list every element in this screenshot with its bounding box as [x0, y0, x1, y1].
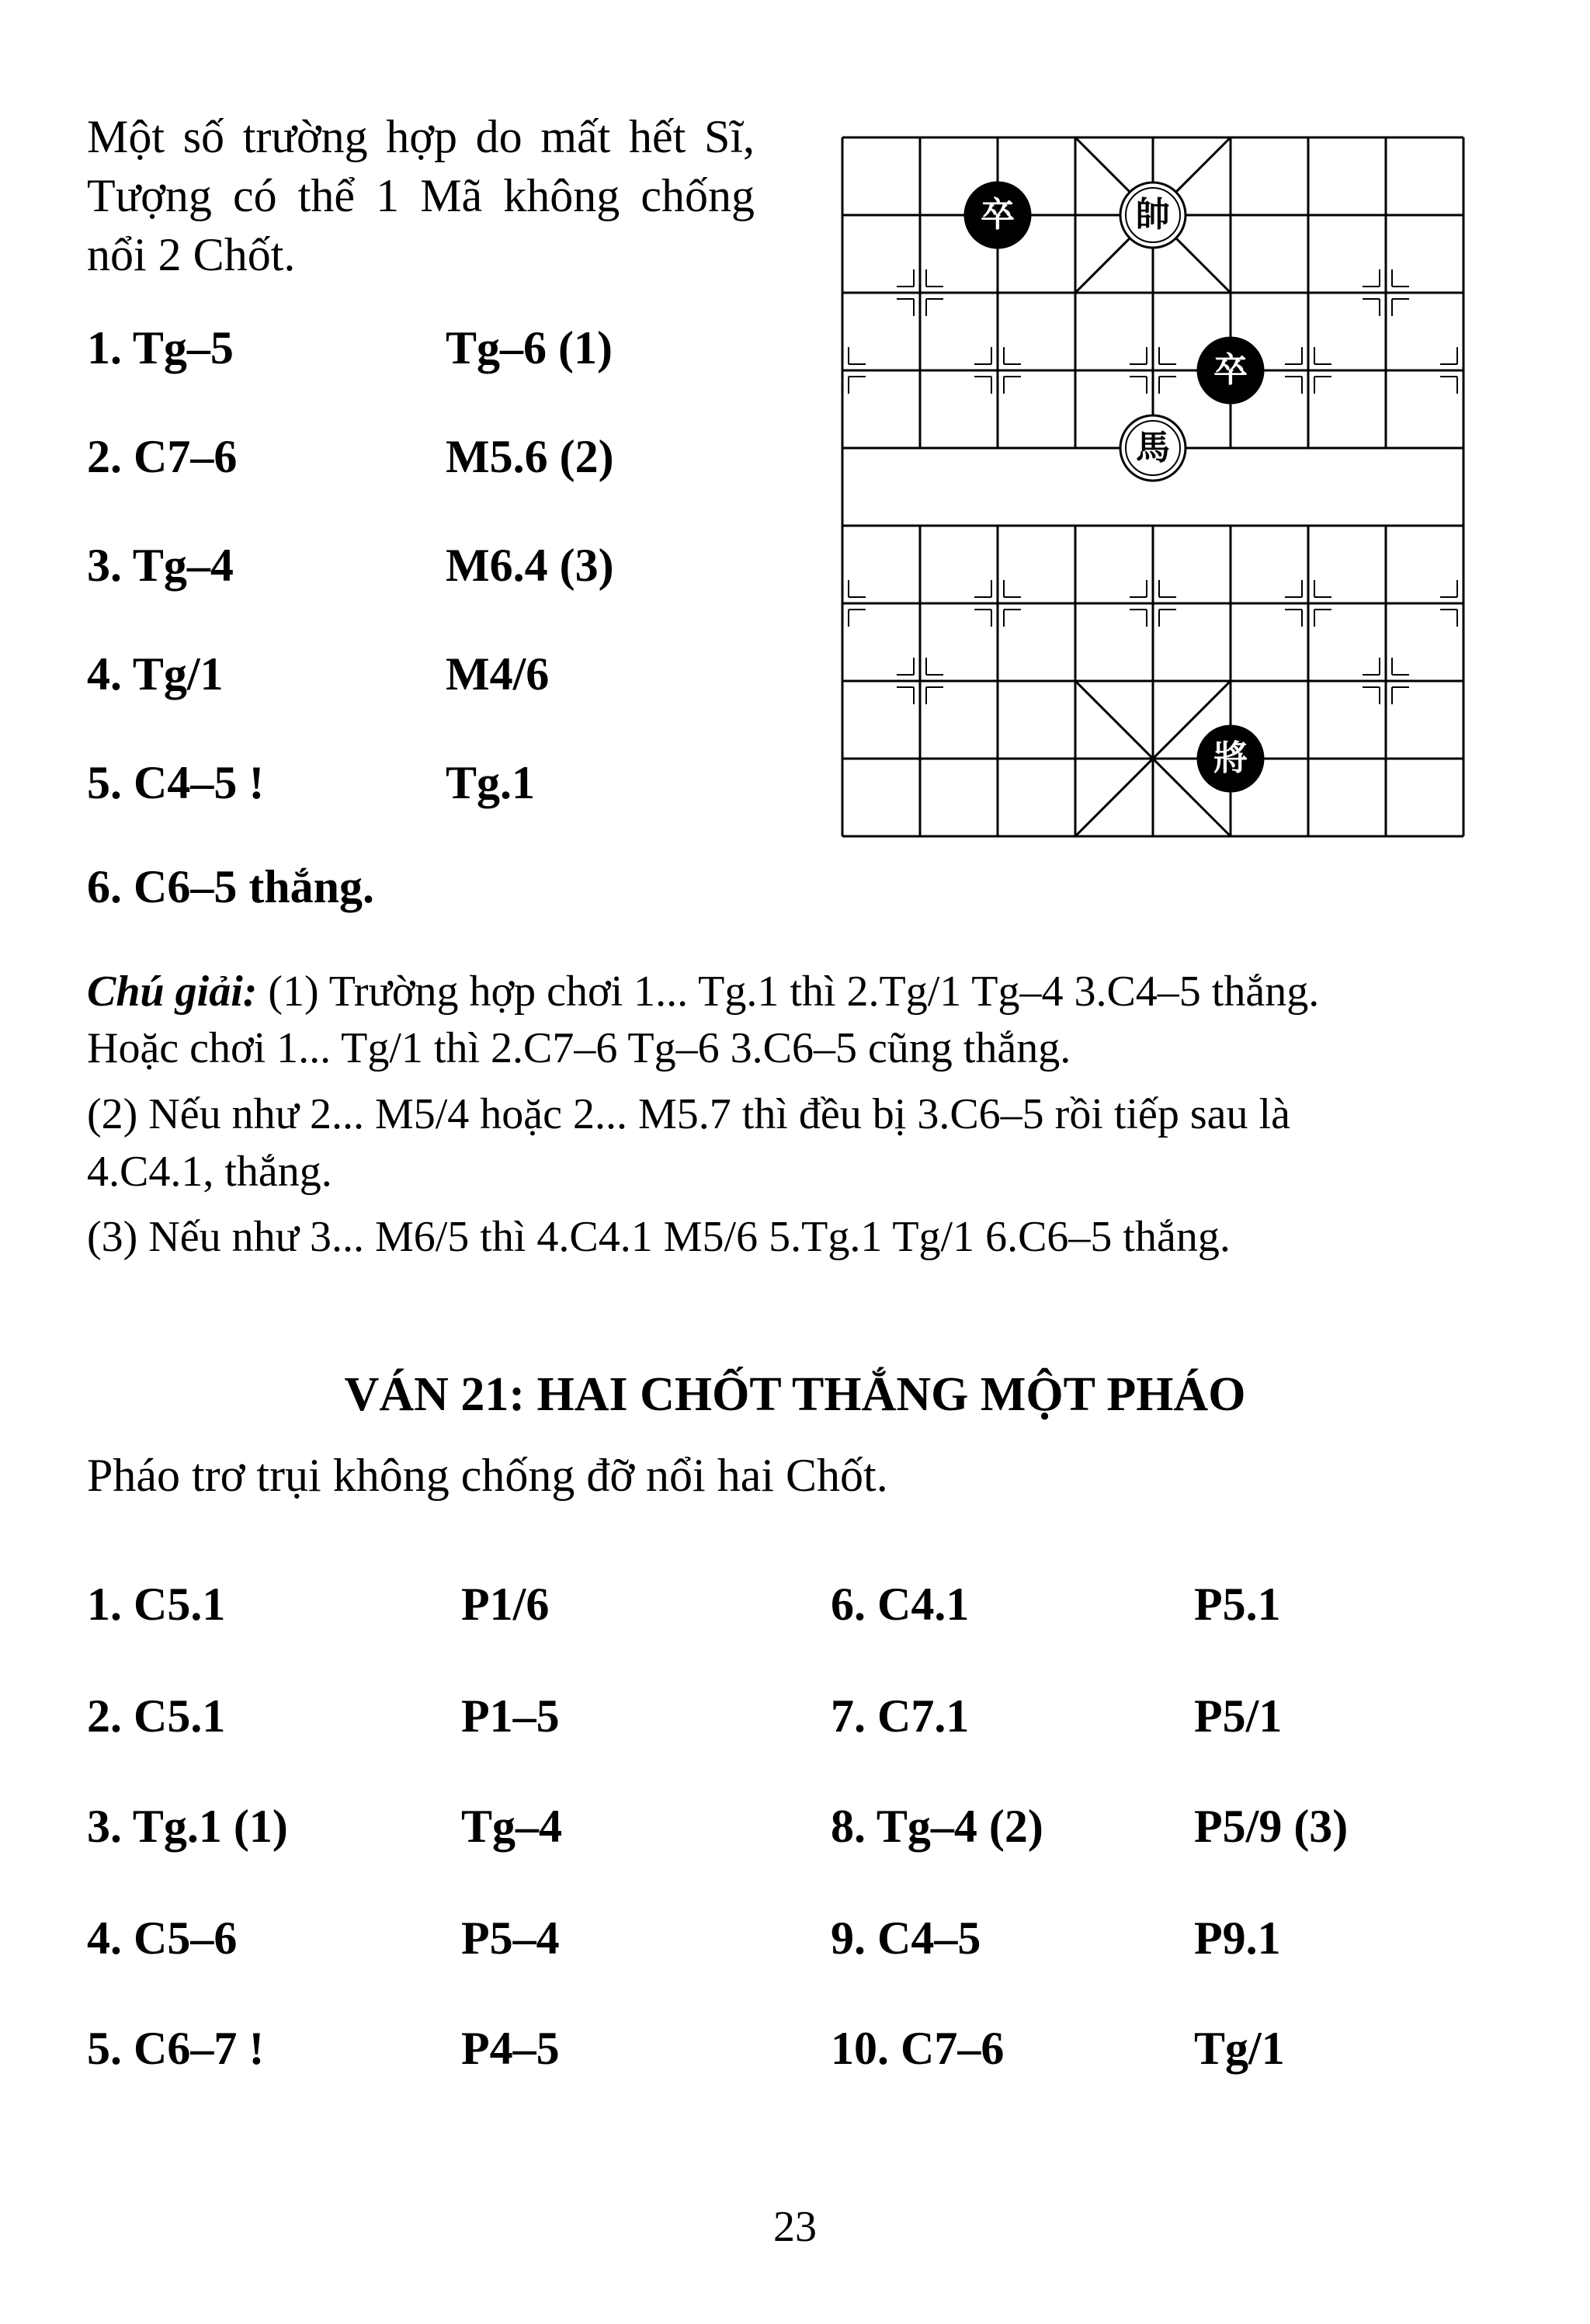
move-1-black: Tg–6 (1) — [446, 322, 613, 373]
note-1-text-a: (1) Trường hợp chơi 1... Tg.1 thì 2.Tg/1 Tg–4 3.C4–5 thắng. — [268, 967, 1320, 1016]
table-move-2: 2. C5.1 — [87, 1690, 226, 1742]
note-1-line-b: Hoặc chơi 1... Tg/1 thì 2.C7–6 Tg–6 3.C6–5 cũng thắng. — [87, 1024, 1071, 1072]
section-title: VÁN 21: HAI CHỐT THẮNG MỘT PHÁO — [344, 1368, 1246, 1421]
table-reply-3: Tg–4 — [461, 1801, 563, 1852]
note-1-line-a — [87, 967, 1319, 1016]
table-move-5: 5. C6–7 ! — [87, 2023, 265, 2074]
table-reply-1: P1/6 — [461, 1579, 550, 1630]
note-label: Chú giải: — [87, 967, 258, 1016]
move-4-white: 4. Tg/1 — [87, 648, 224, 700]
table-reply-9: P9.1 — [1194, 1912, 1281, 1964]
table-move-3: 3. Tg.1 (1) — [87, 1801, 288, 1852]
piece-glyph: 將 — [1213, 738, 1248, 778]
table-move-9: 9. C4–5 — [831, 1912, 981, 1964]
piece-glyph: 卒 — [1213, 350, 1248, 390]
page-number: 23 — [773, 2203, 817, 2251]
table-reply-4: P5–4 — [461, 1912, 560, 1964]
table-move-4: 4. C5–6 — [87, 1912, 238, 1964]
note-3: (3) Nếu như 3... M6/5 thì 4.C4.1 M5/6 5.Tg.1 Tg/1 6.C6–5 thắng. — [87, 1213, 1231, 1261]
piece-glyph: 馬 — [1136, 428, 1170, 467]
intro-paragraph: Một số trường hợp do mất hết Sĩ, Tượng có thể 1 Mã không chống nổi 2 Chốt. — [87, 111, 755, 280]
table-move-10: 10. C7–6 — [831, 2023, 1005, 2074]
table-reply-7: P5/1 — [1194, 1690, 1283, 1742]
piece-glyph: 帥 — [1136, 195, 1170, 234]
move-2-white: 2. C7–6 — [87, 431, 238, 482]
table-reply-8: P5/9 (3) — [1194, 1801, 1349, 1852]
table-move-1: 1. C5.1 — [87, 1579, 226, 1630]
move-6-white: 6. C6–5 thắng. — [87, 861, 375, 912]
table-reply-10: Tg/1 — [1194, 2023, 1285, 2074]
xiangqi-board — [839, 134, 1467, 839]
note-2-line-a: (2) Nếu như 2... M5/4 hoặc 2... M5.7 thì đều bị 3.C6–5 rồi tiếp sau là — [87, 1090, 1290, 1138]
table-reply-6: P5.1 — [1194, 1579, 1281, 1630]
note-2-line-b: 4.C4.1, thắng. — [87, 1148, 332, 1196]
piece-glyph: 卒 — [981, 195, 1015, 234]
move-5-black: Tg.1 — [446, 757, 536, 808]
table-reply-2: P1–5 — [461, 1690, 560, 1742]
section-intro: Pháo trơ trụi không chống đỡ nổi hai Chốt. — [87, 1450, 888, 1501]
move-3-white: 3. Tg–4 — [87, 540, 234, 591]
move-5-white: 5. C4–5 ! — [87, 757, 265, 808]
move-2-black: M5.6 (2) — [446, 431, 614, 482]
move-3-black: M6.4 (3) — [446, 540, 614, 591]
move-4-black: M4/6 — [446, 648, 550, 700]
move-1-white: 1. Tg–5 — [87, 322, 234, 373]
table-move-8: 8. Tg–4 (2) — [831, 1801, 1043, 1852]
table-move-6: 6. C4.1 — [831, 1579, 970, 1630]
table-move-7: 7. C7.1 — [831, 1690, 970, 1742]
table-reply-5: P4–5 — [461, 2023, 560, 2074]
